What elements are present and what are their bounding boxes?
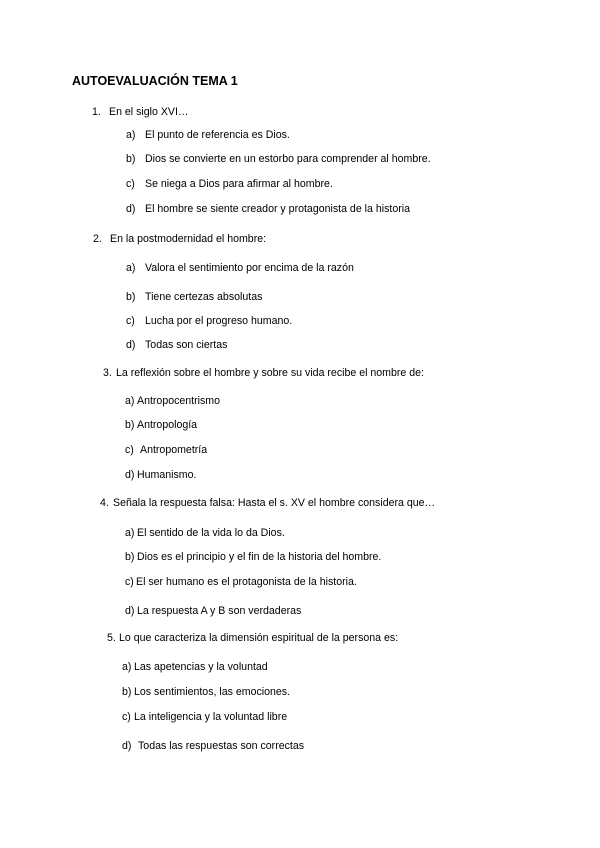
question-text: En la postmodernidad el hombre: [110,233,267,245]
option-label: d) [122,740,132,752]
option-label: a) [125,527,135,539]
option-text: El sentido de la vida lo da Dios. [137,527,285,539]
option-text: Lucha por el progreso humano. [145,315,293,327]
option-label: d) [125,469,135,481]
option-text: El ser humano es el protagonista de la historia. [136,576,357,588]
option-label: a) [125,395,135,407]
question-number: 1. [92,106,101,118]
option-text: Todas las respuestas son correctas [138,740,305,752]
option-label: b) [126,153,136,165]
option-label: c) [126,315,135,327]
option-label: b) [126,291,136,303]
question-text: En el siglo XVI… [109,106,189,118]
option-text: Los sentimientos, las emociones. [134,686,291,698]
option-label: c) [126,178,135,190]
option-text: El punto de referencia es Dios. [145,129,290,141]
option-label: d) [126,203,136,215]
option-text: Valora el sentimiento por encima de la razón [145,262,354,274]
option-label: b) [125,551,135,563]
option-label: b) [122,686,132,698]
option-text: Antropocentrismo [137,395,221,407]
question-number: 3. [103,367,112,379]
question-text: La reflexión sobre el hombre y sobre su vida recibe el nombre de: [116,367,424,379]
option-text: La respuesta A y B son verdaderas [137,605,302,617]
question-number: 4. [100,497,109,509]
option-label: a) [126,262,136,274]
option-text: Se niega a Dios para afirmar al hombre. [145,178,333,190]
option-label: a) [126,129,136,141]
question-number: 2. [93,233,102,245]
page-title: AUTOEVALUACIÓN TEMA 1 [72,74,238,88]
option-text: Tiene certezas absolutas [145,291,263,303]
option-label: c) [125,444,134,456]
option-text: El hombre se siente creador y protagonista de la historia [145,203,410,215]
question-text: Señala la respuesta falsa: Hasta el s. XV el hombre considera que… [113,497,436,509]
option-label: c) [125,576,134,588]
option-text: Dios se convierte en un estorbo para comprender al hombre. [145,153,431,165]
option-text: La inteligencia y la voluntad libre [134,711,288,723]
option-text: Antropología [137,419,198,431]
option-label: d) [126,339,136,351]
question-number: 5. [107,632,116,644]
question-text: Lo que caracteriza la dimensión espiritual de la persona es: [119,632,399,644]
option-text: Humanismo. [137,469,197,481]
option-text: Dios es el principio y el fin de la historia del hombre. [137,551,382,563]
option-text: Todas son ciertas [145,339,228,351]
option-label: d) [125,605,135,617]
option-text: Antropometría [140,444,208,456]
option-label: a) [122,661,132,673]
option-text: Las apetencias y la voluntad [134,661,268,673]
option-label: c) [122,711,131,723]
option-label: b) [125,419,135,431]
